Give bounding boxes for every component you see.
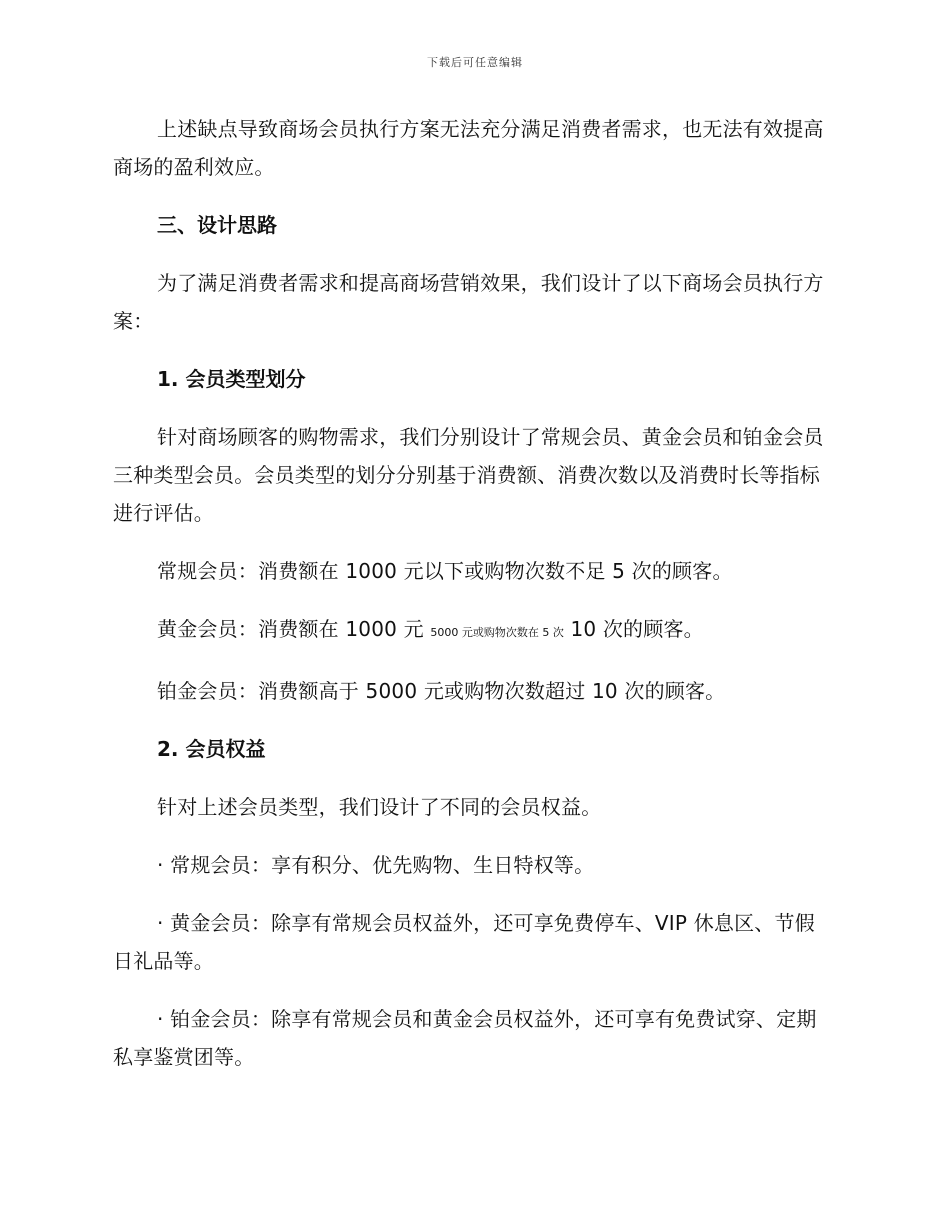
- paragraph-intro: 上述缺点导致商场会员执行方案无法充分满足消费者需求，也无法有效提高商场的盈利效应。: [113, 117, 824, 179]
- list-item-platinum-rights: · 铂金会员：除享有常规会员和黄金会员权益外，还可享有免费试穿、定期私享鉴赏团等。: [113, 1007, 817, 1069]
- paragraph-regular-member: 常规会员：消费额在 1000 元以下或购物次数不足 5 次的顾客。: [157, 559, 733, 583]
- gold-member-small-text: 5000 元或购物次数在 5 次: [430, 626, 564, 639]
- paragraph-platinum-member: 铂金会员：消费额高于 5000 元或购物次数超过 10 次的顾客。: [157, 679, 726, 703]
- list-item-gold-rights: · 黄金会员：除享有常规会员权益外，还可享免费停车、VIP 休息区、节假日礼品等。: [113, 911, 815, 973]
- paragraph-design: 为了满足消费者需求和提高商场营销效果，我们设计了以下商场会员执行方案：: [113, 271, 824, 333]
- paragraph-member-types: 针对商场顾客的购物需求，我们分别设计了常规会员、黄金会员和铂金会员三种类型会员。会员类型的划分分别基于消费额、消费次数以及消费时长等指标进行评估。: [113, 425, 824, 525]
- paragraph-gold-member: [113, 610, 833, 652]
- document-body: [113, 110, 833, 1076]
- heading-member-rights: 2. 会员权益: [157, 737, 266, 761]
- heading-member-types: 1. 会员类型划分: [157, 367, 306, 391]
- gold-member-text-b: 10 次的顾客。: [570, 617, 704, 641]
- gold-member-text-a: 黄金会员：消费额在 1000 元: [157, 617, 424, 641]
- header-note: 下载后可任意编辑: [427, 56, 523, 69]
- paragraph-member-rights: 针对上述会员类型，我们设计了不同的会员权益。: [157, 795, 602, 819]
- list-item-regular-rights: · 常规会员：享有积分、优先购物、生日特权等。: [157, 853, 595, 877]
- heading-design-approach: 三、设计思路: [157, 213, 277, 237]
